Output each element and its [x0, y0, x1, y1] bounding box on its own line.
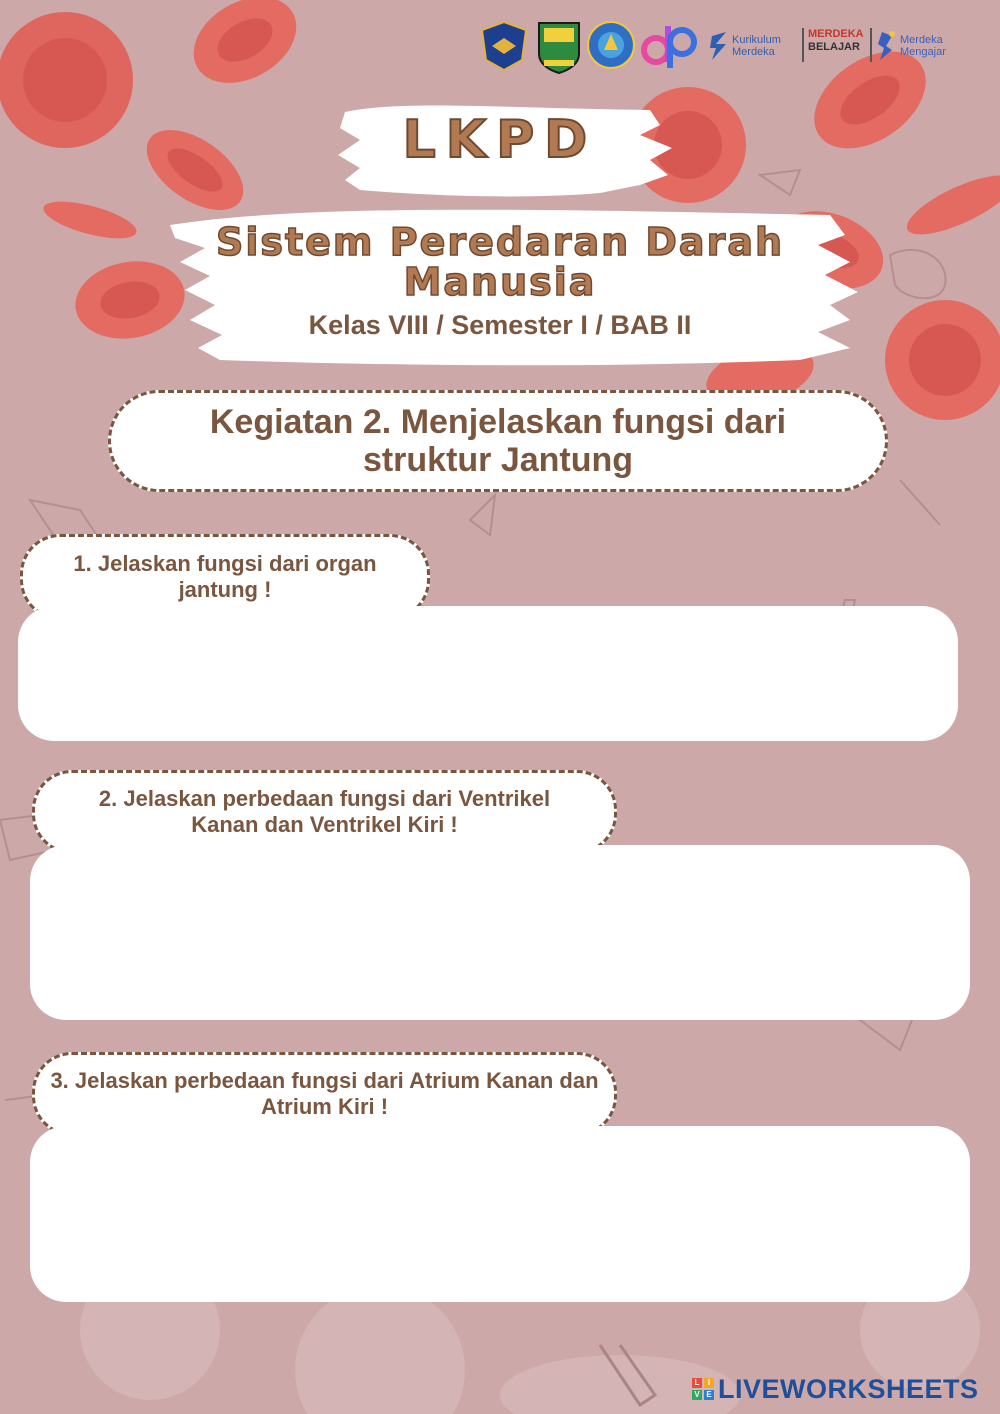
kurikulum-merdeka-label: Kurikulum Merdeka	[732, 34, 781, 58]
question-1-text: 1. Jelaskan fungsi dari organ jantung !	[73, 551, 377, 602]
dp-logo-icon	[640, 22, 698, 70]
liveworksheets-mark-icon	[692, 1378, 714, 1400]
lkpd-label: LKPD	[402, 110, 598, 170]
mark-letter: V	[692, 1390, 702, 1400]
class-semester-label: Kelas VIII / Semester I / BAB II	[308, 310, 692, 340]
question-3-text: 3. Jelaskan perbedaan fungsi dari Atrium Kanan dan Atrium Kiri !	[50, 1068, 599, 1119]
merdeka-belajar-label	[808, 28, 864, 54]
merdeka-belajar-bottom: BELAJAR	[808, 41, 860, 53]
answer-1-field[interactable]	[18, 606, 958, 741]
merdeka-belajar-top: MERDEKA	[808, 28, 864, 40]
mark-letter: I	[704, 1378, 714, 1388]
merdeka-mengajar-label: Merdeka Mengajar	[900, 34, 946, 58]
activity-title: Kegiatan 2. Menjelaskan fungsi dari struktur Jantung	[209, 403, 787, 479]
activity-title-box	[108, 390, 888, 492]
question-2-text: 2. Jelaskan perbedaan fungsi dari Ventrikel Kanan dan Ventrikel Kiri !	[98, 786, 551, 837]
province-emblem-icon	[536, 20, 582, 74]
merdeka-mengajar-icon	[876, 28, 898, 62]
kurikulum-merdeka-icon	[708, 30, 730, 62]
tut-wuri-handayani-icon	[586, 20, 636, 70]
answer-3-field[interactable]	[30, 1126, 970, 1302]
blood-cell-icon	[40, 194, 140, 246]
blood-cell-icon	[900, 164, 1000, 246]
question-3-box	[32, 1052, 617, 1136]
question-2-box	[32, 770, 617, 854]
mark-letter: L	[692, 1378, 702, 1388]
answer-2-field[interactable]	[30, 845, 970, 1020]
mark-letter: E	[704, 1390, 714, 1400]
liveworksheets-logo	[692, 1372, 979, 1406]
liveworksheets-brand: LIVEWORKSHEETS	[718, 1373, 979, 1404]
header-logos	[478, 18, 958, 74]
school-badge-icon	[478, 20, 530, 72]
worksheet-title: Sistem Peredaran Darah Manusia	[215, 220, 785, 304]
